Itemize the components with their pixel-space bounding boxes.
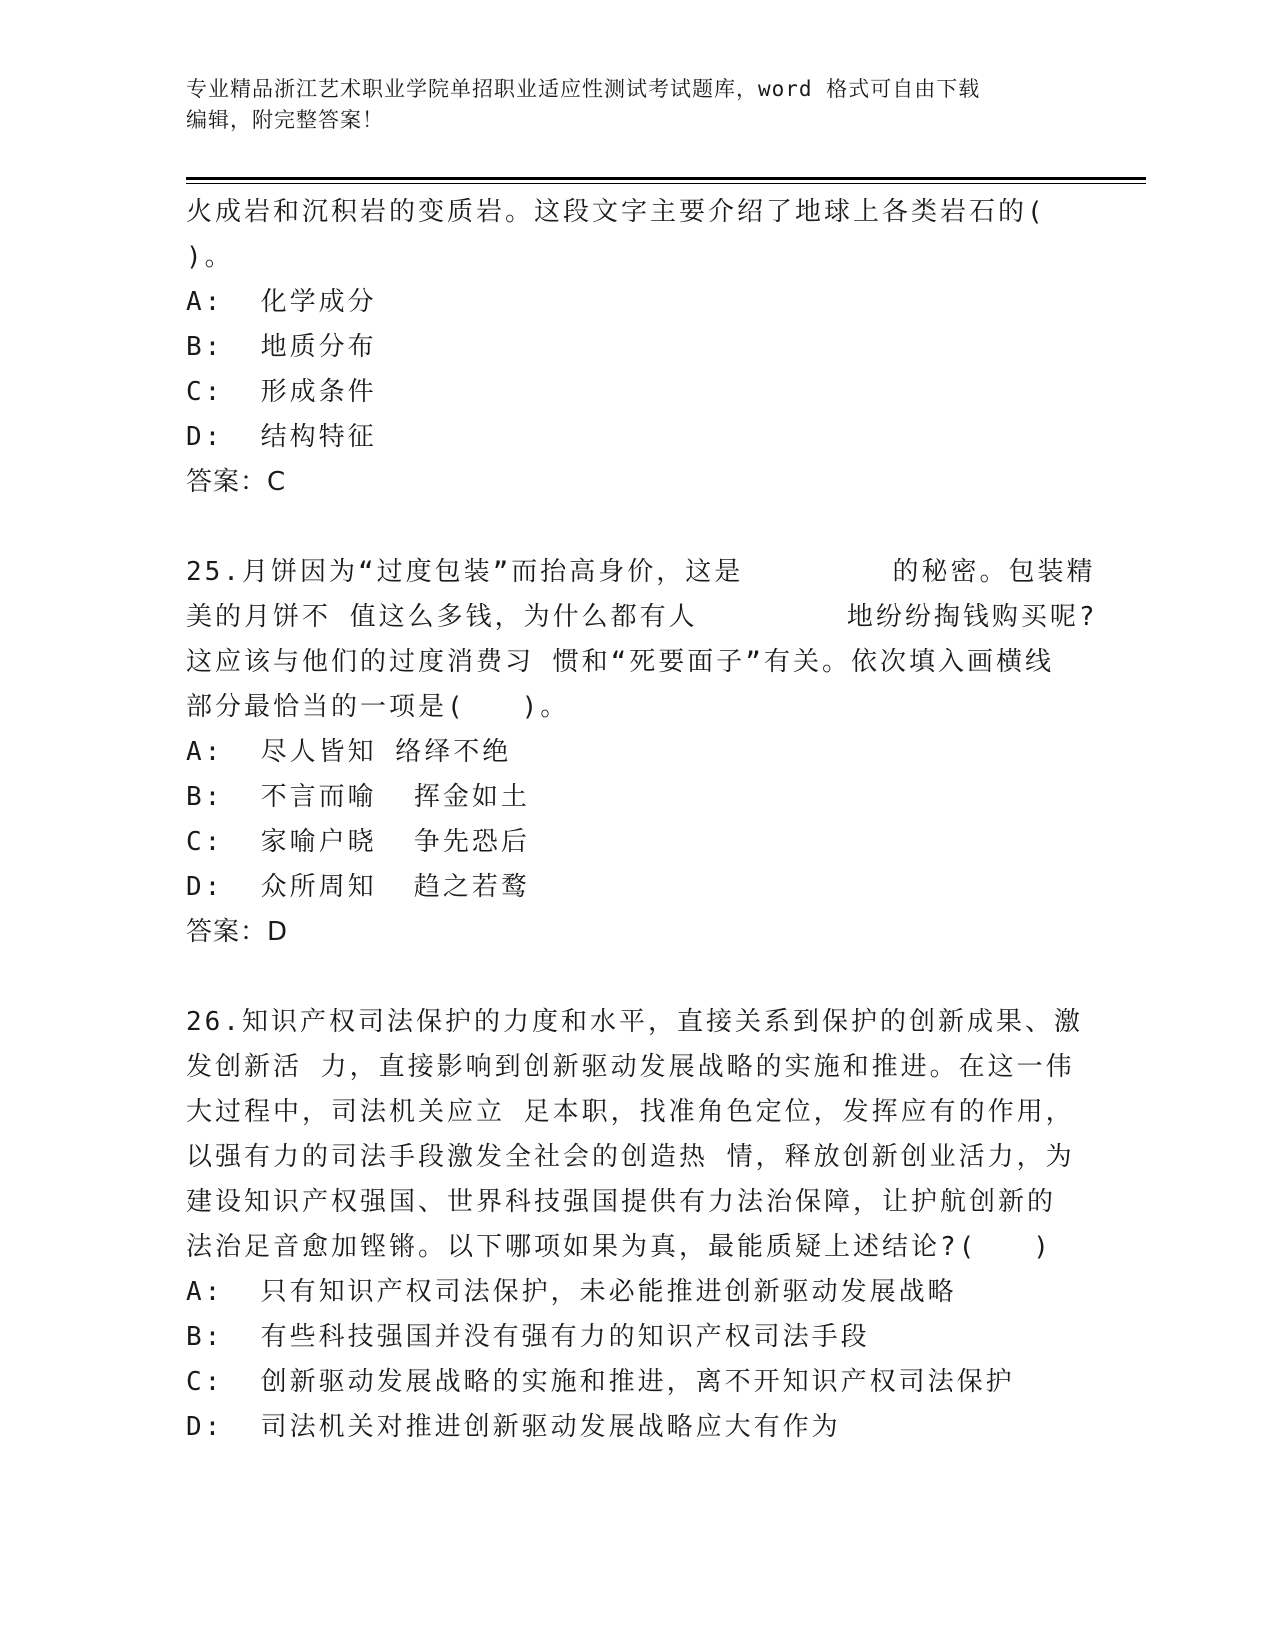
question-stem-line: 火成岩和沉积岩的变质岩。这段文字主要介绍了地球上各类岩石的( bbox=[186, 197, 1046, 227]
option-b: B: 不言而喻 挥金如土 bbox=[186, 782, 530, 812]
question-stem-line: 建设知识产权强国、世界科技强国提供有力法治保障，让护航创新的 bbox=[186, 1187, 1057, 1217]
option-d: D: 司法机关对推进创新驱动发展战略应大有作为 bbox=[186, 1412, 841, 1442]
question-stem-line: 部分最恰当的一项是( )。 bbox=[186, 692, 570, 722]
question-stem-line: )。 bbox=[186, 242, 234, 272]
question-24 bbox=[186, 190, 1076, 505]
question-25 bbox=[186, 550, 1098, 955]
question-stem-line: 这应该与他们的过度消费习 惯和“死要面子”有关。依次填入画横线 bbox=[186, 647, 1054, 677]
page-header bbox=[186, 74, 1066, 136]
question-stem-line: 发创新活 力，直接影响到创新驱动发展战略的实施和推进。在这一伟 bbox=[186, 1052, 1075, 1082]
answer-label: 答案：C bbox=[186, 467, 287, 497]
option-d: D: 众所周知 趋之若鹜 bbox=[186, 872, 530, 902]
option-a: A: 化学成分 bbox=[186, 287, 377, 317]
option-c: C: 家喻户晓 争先恐后 bbox=[186, 827, 530, 857]
option-c: C: 形成条件 bbox=[186, 377, 377, 407]
question-stem-line: 26.知识产权司法保护的力度和水平，直接关系到保护的创新成果、激 bbox=[186, 1007, 1083, 1037]
header-line-1: 专业精品浙江艺术职业学院单招职业适应性测试考试题库，word 格式可自由下载 bbox=[186, 77, 981, 101]
header-divider-thin bbox=[186, 183, 1146, 184]
header-divider-thick bbox=[186, 177, 1146, 180]
spacer bbox=[186, 955, 1076, 1000]
spacer bbox=[186, 505, 1076, 550]
question-26 bbox=[186, 1000, 1083, 1450]
header-line-2: 编辑，附完整答案！ bbox=[186, 108, 384, 132]
option-b: B: 地质分布 bbox=[186, 332, 377, 362]
question-content bbox=[186, 190, 1098, 1450]
question-stem-line: 法治足音愈加铿锵。以下哪项如果为真，最能质疑上述结论?( ) bbox=[186, 1232, 1052, 1262]
option-b: B: 有些科技强国并没有强有力的知识产权司法手段 bbox=[186, 1322, 870, 1352]
question-stem-line: 以强有力的司法手段激发全社会的创造热 情，释放创新创业活力，为 bbox=[186, 1142, 1075, 1172]
option-c: C: 创新驱动发展战略的实施和推进，离不开知识产权司法保护 bbox=[186, 1367, 1015, 1397]
question-stem-line: 25.月饼因为“过度包装”而抬高身价，这是 的秘密。包装精 bbox=[186, 557, 1096, 587]
question-stem-line: 美的月饼不 值这么多钱，为什么都有人 地纷纷掏钱购买呢? bbox=[186, 602, 1098, 632]
answer-label: 答案：D bbox=[186, 917, 289, 947]
option-a: A: 只有知识产权司法保护，未必能推进创新驱动发展战略 bbox=[186, 1277, 957, 1307]
question-stem-line: 大过程中，司法机关应立 足本职，找准角色定位，发挥应有的作用， bbox=[186, 1097, 1075, 1127]
option-a: A: 尽人皆知 络绎不绝 bbox=[186, 737, 512, 767]
option-d: D: 结构特征 bbox=[186, 422, 377, 452]
